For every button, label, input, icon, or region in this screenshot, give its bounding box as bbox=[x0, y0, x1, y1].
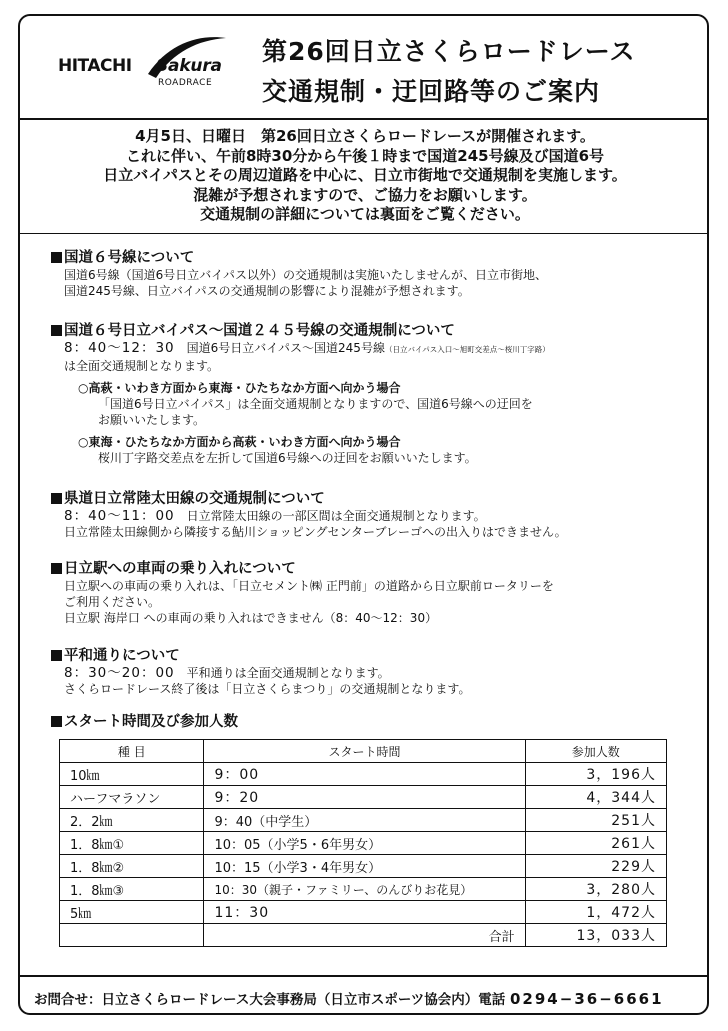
start-time-table bbox=[59, 739, 667, 947]
table-row bbox=[60, 855, 667, 878]
hitachi-sakura-logo bbox=[58, 34, 248, 98]
event-cell: 2．2㎞ bbox=[60, 809, 204, 832]
section-heading: 国道６号日立バイパス〜国道２４５号線の交通規制について bbox=[51, 323, 701, 340]
total-value: 13，033人 bbox=[525, 924, 666, 947]
event-cell: ハーフマラソン bbox=[60, 786, 204, 809]
section-body: 日立駅 海岸口 への車両の乗り入れはできません（8：40〜12：30） bbox=[64, 611, 438, 625]
contact-footer bbox=[34, 988, 664, 1008]
total-label: 合計 bbox=[204, 924, 525, 947]
intro-line: 混雑が予想されますので、ご協力をお願いします。 bbox=[193, 185, 537, 204]
empty-cell bbox=[60, 924, 204, 947]
time-range: 8：30〜20：00 bbox=[64, 665, 175, 681]
square-bullet-icon bbox=[51, 650, 62, 661]
count-cell: 1，472人 bbox=[525, 901, 666, 924]
phone-number: 0294−36−6661 bbox=[510, 990, 664, 1008]
square-bullet-icon bbox=[51, 563, 62, 574]
event-cell: 1．8㎞② bbox=[60, 855, 204, 878]
sub-body: 「国道6号日立バイパス」は全面交通規制となりますので、国道6号線への迂回を bbox=[98, 397, 533, 411]
table-row bbox=[60, 786, 667, 809]
section-body: 日立常陸太田線側から隣接する鮎川ショッピングセンターブレーゴへの出入りはできません。 bbox=[64, 525, 567, 539]
section-start-times bbox=[51, 714, 701, 731]
square-bullet-icon bbox=[51, 493, 62, 504]
table-row bbox=[60, 832, 667, 855]
section-body: 8：40〜12：30 国道6号日立バイパス〜国道245号線（日立バイパス入口〜旭町交差点〜桜川丁字路） bbox=[64, 340, 550, 356]
table-row bbox=[60, 878, 667, 901]
event-cell: 5㎞ bbox=[60, 901, 204, 924]
section-heading: 国道６号線について bbox=[51, 250, 701, 267]
square-bullet-icon bbox=[51, 716, 62, 727]
section-body: 8：30〜20：00 平和通りは全面交通規制となります。 bbox=[64, 665, 390, 681]
count-cell: 229人 bbox=[525, 855, 666, 878]
section-route6 bbox=[51, 250, 701, 299]
table-total-row bbox=[60, 924, 667, 947]
divider bbox=[18, 233, 709, 234]
event-cell: 1．8㎞① bbox=[60, 832, 204, 855]
intro-line: 日立バイパスとその周辺道路を中心に、日立市街地で交通規制を実施します。 bbox=[103, 166, 627, 184]
section-body: 国道245号線、日立バイパスの交通規制の影響により混雑が予想されます。 bbox=[64, 284, 470, 298]
section-heading: スタート時間及び参加人数 bbox=[51, 714, 701, 731]
title-line-2: 交通規制・迂回路等のご案内 bbox=[262, 77, 601, 106]
count-cell: 4，344人 bbox=[525, 786, 666, 809]
logo-hitachi: HITACHI bbox=[58, 56, 132, 76]
section-bypass bbox=[51, 323, 701, 466]
divider bbox=[18, 975, 709, 977]
time-cell: 10：15（小学3・4年男女） bbox=[204, 855, 525, 878]
contact-text: お問合せ：日立さくらロードレース大会事務局（日立市スポーツ協会内）電話 bbox=[34, 992, 506, 1008]
count-cell: 3，196人 bbox=[525, 763, 666, 786]
table-header-row bbox=[60, 740, 667, 763]
section-body: ご利用ください。 bbox=[64, 595, 161, 609]
time-range: 8：40〜11：00 bbox=[64, 508, 175, 524]
section-body: 国道6号線（国道6号日立バイパス以外）の交通規制は実施いたしませんが、日立市街地、 bbox=[64, 268, 548, 282]
section-heading: 平和通りについて bbox=[51, 648, 701, 665]
table-row bbox=[60, 809, 667, 832]
section-body: は全面交通規制となります。 bbox=[64, 359, 220, 373]
logo-roadrace: ROADRACE bbox=[158, 78, 213, 88]
title-line-1: 第26回日立さくらロードレース bbox=[262, 37, 636, 66]
square-bullet-icon bbox=[51, 252, 62, 263]
time-range: 8：40〜12：30 bbox=[64, 340, 175, 356]
sub-body: 桜川丁字路交差点を左折して国道6号線への迂回をお願いいたします。 bbox=[98, 451, 477, 465]
table-row bbox=[60, 763, 667, 786]
section-station bbox=[51, 561, 701, 626]
count-cell: 251人 bbox=[525, 809, 666, 832]
column-header-time: スタート時間 bbox=[204, 740, 525, 763]
table-row bbox=[60, 901, 667, 924]
section-body: 日立駅への車両の乗り入れは、「日立セメント㈱ 正門前」の道路から日立駅前ロータリーを bbox=[64, 579, 554, 593]
time-cell: 11：30 bbox=[204, 901, 525, 924]
sub-body: お願いいたします。 bbox=[98, 413, 206, 427]
time-cell: 10：30（親子・ファミリー、のんびりお花見） bbox=[204, 878, 525, 901]
time-cell: 9：20 bbox=[204, 786, 525, 809]
time-cell: 10：05（小学5・6年男女） bbox=[204, 832, 525, 855]
divider bbox=[18, 118, 709, 120]
column-header-event: 種 目 bbox=[60, 740, 204, 763]
count-cell: 261人 bbox=[525, 832, 666, 855]
section-heading: 日立駅への車両の乗り入れについて bbox=[51, 561, 701, 578]
count-cell: 3，280人 bbox=[525, 878, 666, 901]
time-cell: 9：00 bbox=[204, 763, 525, 786]
page-title bbox=[262, 32, 636, 112]
intro-text bbox=[40, 127, 690, 225]
time-cell: 9：40（中学生） bbox=[204, 809, 525, 832]
intro-line: これに伴い、午前8時30分から午後１時まで国道245号線及び国道6号 bbox=[125, 146, 605, 165]
section-prefectural-road bbox=[51, 491, 701, 540]
event-cell: 10㎞ bbox=[60, 763, 204, 786]
logo-sakura: Sakura bbox=[156, 56, 222, 76]
section-body: さくらロードレース終了後は「日立さくらまつり」の交通規制となります。 bbox=[64, 682, 471, 696]
event-cell: 1．8㎞③ bbox=[60, 878, 204, 901]
intro-line: 交通規制の詳細については裏面をご覧ください。 bbox=[200, 205, 530, 223]
section-body: 8：40〜11：00 日立常陸太田線の一部区間は全面交通規制となります。 bbox=[64, 508, 486, 524]
column-header-count: 参加人数 bbox=[525, 740, 666, 763]
subheading: ○高萩・いわき方面から東海・ひたちなか方面へ向かう場合 bbox=[78, 381, 401, 395]
section-heiwa-dori bbox=[51, 648, 701, 697]
subheading: ○東海・ひたちなか方面から高萩・いわき方面へ向かう場合 bbox=[78, 435, 401, 449]
square-bullet-icon bbox=[51, 325, 62, 336]
intro-line: 4月5日、日曜日 第26回日立さくらロードレースが開催されます。 bbox=[135, 127, 595, 145]
section-heading: 県道日立常陸太田線の交通規制について bbox=[51, 491, 701, 508]
